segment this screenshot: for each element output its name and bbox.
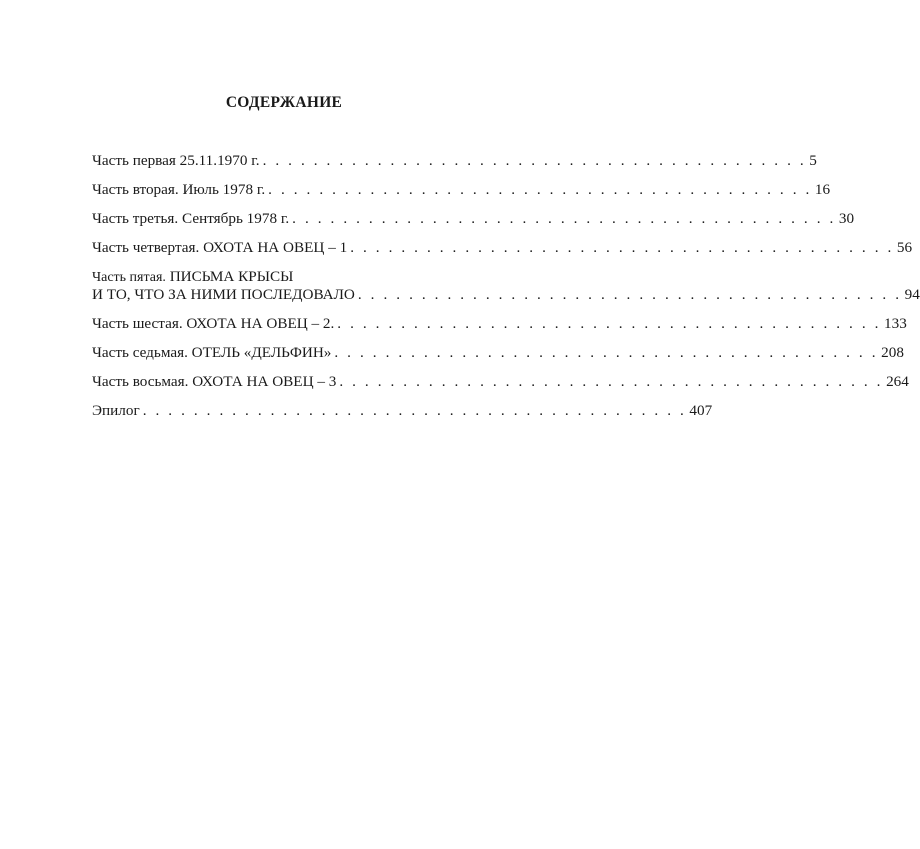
dot-leader: . . . . . . . . . . . . . . . . . . . . . . . . . . . . . . . . . . . . . . . . . . .	[357, 286, 902, 303]
toc-entry-page: 16	[814, 181, 831, 198]
toc-entry-part: Часть пятая.	[92, 270, 166, 285]
table-of-contents	[92, 140, 920, 419]
toc-entry-page: 30	[838, 210, 855, 227]
dot-leader: . . . . . . . . . . . . . . . . . . . . . . . . . . . . . . . . . . . . . . . . . . .	[339, 373, 884, 390]
toc-entry	[92, 169, 831, 198]
dot-leader: . . . . . . . . . . . . . . . . . . . . . . . . . . . . . . . . . . . . . . . . . . .	[350, 239, 894, 256]
toc-entry-page: 208	[881, 344, 904, 361]
toc-entry	[92, 361, 909, 390]
toc-entry-page: 56	[896, 239, 913, 256]
toc-entry-label: Часть шестая. ОХОТА НА ОВЕЦ – 2.	[92, 315, 335, 332]
toc-entry-label: Часть седьмая. ОТЕЛЬ «ДЕЛЬФИН»	[92, 344, 332, 361]
toc-entry-page: 94	[904, 286, 920, 303]
toc-entry-page: 407	[689, 402, 713, 419]
dot-leader: . . . . . . . . . . . . . . . . . . . . . . . . . . . . . . . . . . . . . . . . . . .	[262, 152, 807, 169]
toc-entry	[92, 390, 713, 419]
toc-entry-page: 264	[886, 373, 909, 390]
toc-entry-label: Часть вторая. Июль 1978 г.	[92, 181, 266, 198]
toc-heading: СОДЕРЖАНИЕ	[225, 94, 343, 111]
toc-entry	[92, 332, 904, 361]
toc-entry	[92, 303, 907, 332]
toc-entry-subtitle: ПИСЬМА КРЫСЫ	[169, 268, 294, 285]
toc-entry-label: Часть третья. Сентябрь 1978 г.	[92, 210, 290, 227]
toc-entry-label: Часть первая 25.11.1970 г.	[92, 152, 260, 169]
toc-entry-label: Эпилог	[92, 402, 140, 419]
toc-entry	[92, 198, 855, 227]
dot-leader: . . . . . . . . . . . . . . . . . . . . . . . . . . . . . . . . . . . . . . . . . . .	[142, 402, 687, 419]
toc-entry-label: И ТО, ЧТО ЗА НИМИ ПОСЛЕДОВАЛО	[92, 286, 355, 303]
dot-leader: . . . . . . . . . . . . . . . . . . . . . . . . . . . . . . . . . . . . . . . . . . .	[337, 315, 882, 332]
toc-entry	[92, 227, 913, 256]
toc-entry	[92, 256, 920, 303]
toc-entry-label-line1	[92, 268, 478, 286]
dot-leader: . . . . . . . . . . . . . . . . . . . . . . . . . . . . . . . . . . . . . . . . . . .	[292, 210, 836, 227]
toc-entry-label: Часть четвертая. ОХОТА НА ОВЕЦ – 1	[92, 239, 348, 256]
dot-leader: . . . . . . . . . . . . . . . . . . . . . . . . . . . . . . . . . . . . . . . . . . .	[334, 344, 879, 361]
toc-entry-page: 5	[809, 152, 817, 169]
toc-entry	[92, 140, 817, 169]
toc-entry-label-line2	[92, 286, 920, 303]
toc-entry-page: 133	[884, 315, 907, 332]
toc-entry-label: Часть восьмая. ОХОТА НА ОВЕЦ – 3	[92, 373, 337, 390]
dot-leader: . . . . . . . . . . . . . . . . . . . . . . . . . . . . . . . . . . . . . . . . . . .	[268, 181, 812, 198]
